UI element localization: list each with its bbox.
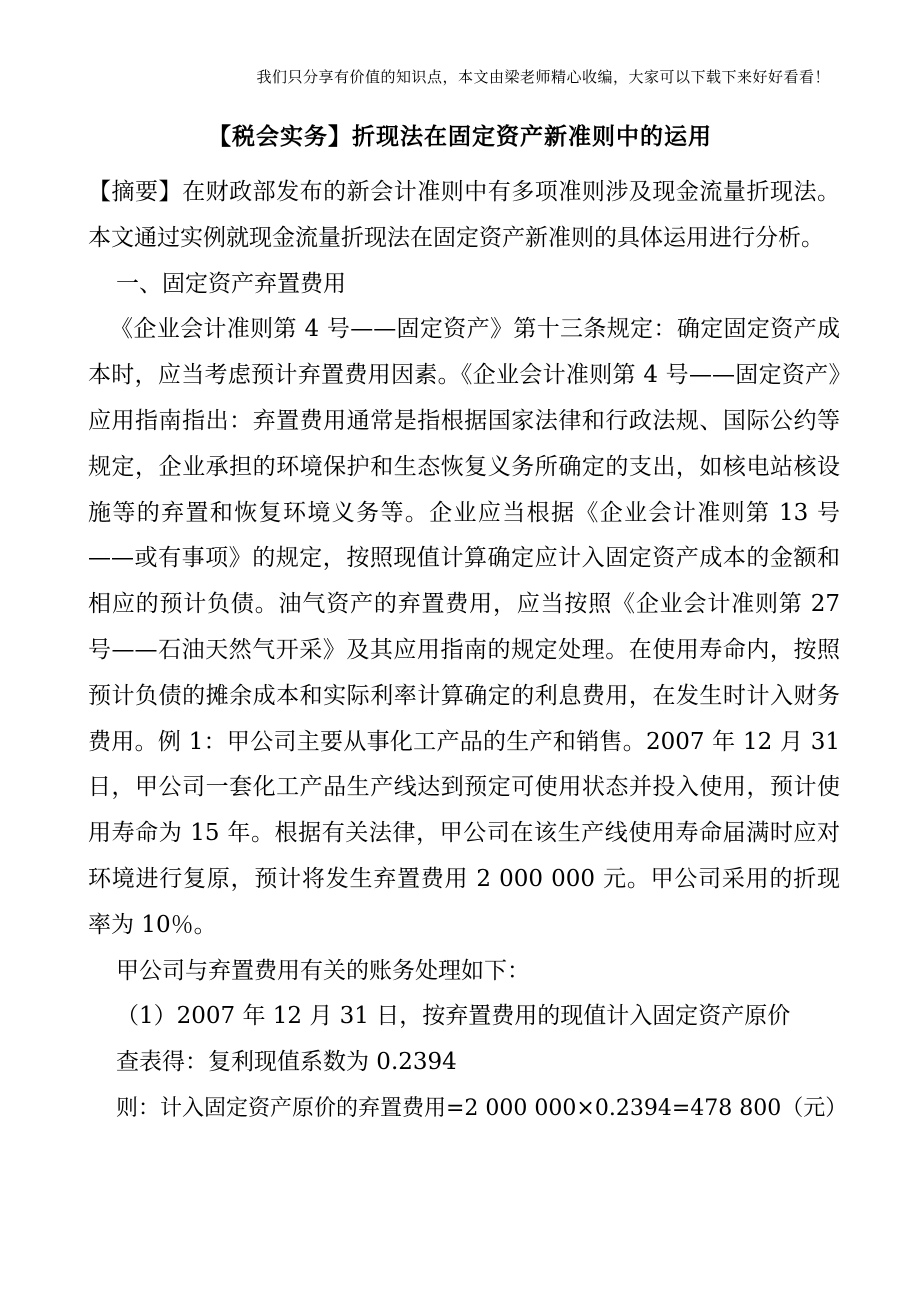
step-1: （1）2007 年 12 月 31 日，按弃置费用的现值计入固定资产原价 bbox=[116, 1003, 791, 1030]
abstract-paragraph: 【摘要】在财政部发布的新会计准则中有多项准则涉及现金流量折现法。本文通过实例就现金流量折现法在固定资产新准则的具体运用进行分析。 bbox=[88, 179, 840, 251]
accounting-intro: 甲公司与弃置费用有关的账务处理如下： bbox=[116, 957, 530, 984]
lookup-line: 查表得：复利现值系数为 0.2394 bbox=[116, 1049, 457, 1076]
section-heading: 一、固定资产弃置费用 bbox=[116, 270, 346, 297]
document-title: 【税会实务】折现法在固定资产新准则中的运用 bbox=[208, 124, 712, 150]
calculation-line: 则：计入固定资产原价的弃置费用=2 000 000×0.2394=478 800（元） bbox=[116, 1095, 848, 1121]
header-note: 我们只分享有价值的知识点，本文由梁老师精心收编，大家可以下载下来好好看看！ bbox=[256, 68, 830, 86]
document-body bbox=[88, 170, 848, 1132]
main-paragraph: 《企业会计准则第 4 号——固定资产》第十三条规定：确定固定资产成本时，应当考虑预计弃置费用因素。《企业会计准则第 4 号——固定资产》应用指南指出：弃置费用通常是指根据国家法律和行政法规、国际公约等规定，企业承担的环境保护和生态恢复义务所确定的支出，如核电站核设施等的弃置和恢复环境义务等。企业应当根据《企业会计准则第 13 号——或有事项》的规定，按照现值计算确定应计入固定资产成本的金额和相应的预计负债。油气资产的弃置费用，应当按照《企业会计准则第 27 号——石油天然气开采》及其应用指南的规定处理。在使用寿命内，按照预计负债的摊余成本和实际利率计算确定的利息费用，在发生时计入财务费用。例 1：甲公司主要从事化工产品的生产和销售。2007 年 12 月 31 日，甲公司一套化工产品生产线达到预定可使用状态并投入使用，预计使用寿命为 15 年。根据有关法律，甲公司在该生产线使用寿命届满时应对环境进行复原，预计将发生弃置费用 2 000 000 元。甲公司采用的折现率为 10％。 bbox=[88, 316, 840, 938]
